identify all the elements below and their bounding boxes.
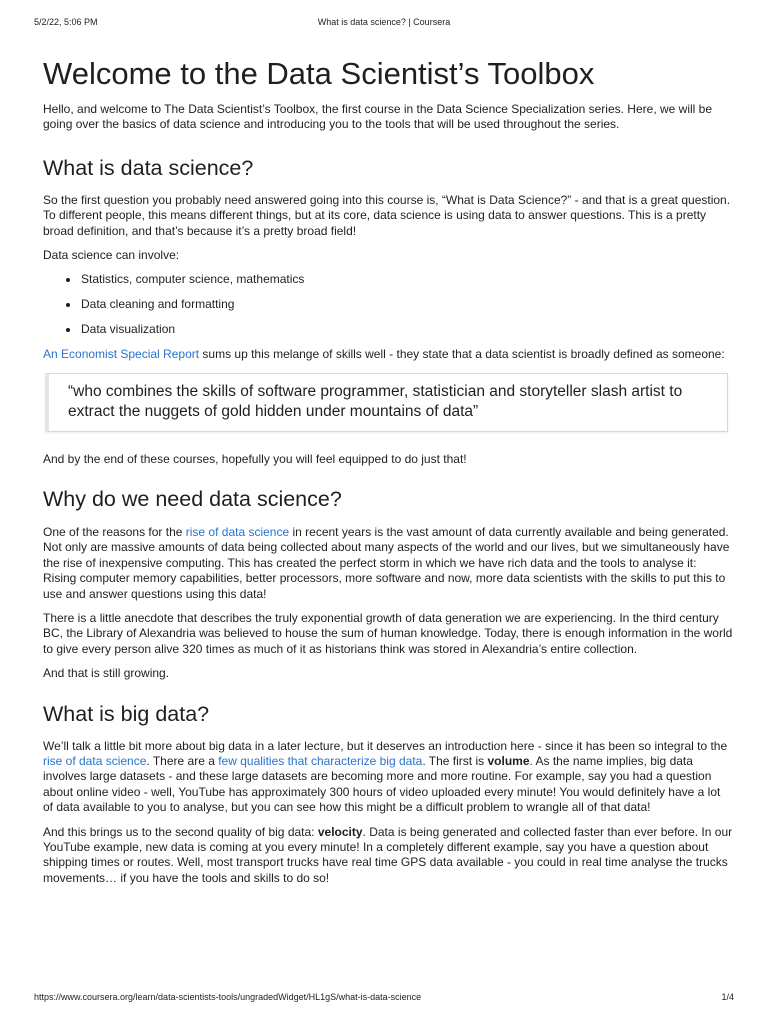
article-content: [43, 54, 733, 886]
paragraph: So the first question you probably need answered going into this course is, “What is Data Science?” - and that is a great question. To different people, this means different things, but at its core, data science is using data to answer questions. This is a pretty broad definition, and that’s because it’s a pretty broad field!: [43, 192, 731, 238]
big-data-qualities-link[interactable]: few qualities that characterize big data: [218, 754, 423, 769]
print-url: https://www.coursera.org/learn/data-scientists-tools/ungradedWidget/HL1gS/what-is-data-science: [34, 992, 422, 1002]
print-page-title: What is data science? | Coursera: [317, 17, 451, 27]
text-run: . The first is: [422, 754, 488, 769]
bold-term-velocity: velocity: [317, 824, 363, 839]
bold-term-volume: volume: [487, 754, 530, 769]
paragraph: Data science can involve:: [43, 248, 180, 263]
print-footer: [0, 992, 768, 1006]
rise-of-data-science-link[interactable]: rise of data science: [185, 524, 290, 539]
print-date: 5/2/22, 5:06 PM: [34, 17, 98, 27]
text-run: We’ll talk a little bit more about big data in a later lecture, but it deserves an introduction here - since it has been so integral to the: [43, 738, 728, 753]
heading-what-is-data-science: What is data science?: [43, 155, 254, 180]
list-item: Data visualization: [66, 322, 733, 337]
paragraph: There is a little anecdote that describes the truly exponential growth of data generation we are experiencing. In the third century BC, the Library of Alexandria was believed to house the sum of human knowledge. Today, there is enough information in the world to give every person alive 320 times as much of it as historians think was stored in Alexandria’s entire collection.: [43, 611, 733, 656]
text-run: And this brings us to the second quality of big data:: [43, 824, 318, 839]
paragraph: [43, 347, 733, 362]
print-header: [0, 17, 768, 31]
list-item: Data cleaning and formatting: [66, 297, 733, 312]
paragraph: [43, 739, 733, 816]
quote-block: “who combines the skills of software programmer, statistician and storyteller slash artist to extract the nuggets of gold hidden under mountains of data”: [45, 373, 728, 432]
text-run: in recent years is the vast amount of data currently available and being generated. Not only are massive amounts of data being collected about many aspects of the world and our lives, but we simultaneously have the rise of inexpensive computing. This has created the perfect storm in which we have rich data and the tools to analyse it: Rising computer memory capabilities, better processors, more software and now, more data scientists with the skills to put this to use and answer questions using this data!: [43, 524, 730, 601]
paragraph: [43, 825, 733, 887]
text-run: . As the name implies, big data involves large datasets - and these large datasets are becoming more and more routine. For example, say you had a question about online video - well, YouTube has approximately 300 hours of video uploaded every minute! You would definitely have a lot of data available to you to analyse, but you can see how this might be a difficult problem to wrangle all of that data!: [43, 754, 721, 815]
page-number: 1/4: [721, 992, 734, 1002]
list-item: Statistics, computer science, mathematics: [66, 272, 733, 287]
heading-why-data-science: Why do we need data science?: [43, 486, 342, 511]
heading-what-is-big-data: What is big data?: [43, 701, 210, 726]
page-title: Welcome to the Data Scientist’s Toolbox: [43, 56, 595, 91]
rise-of-data-science-link[interactable]: rise of data science: [43, 754, 147, 769]
paragraph: And that is still growing.: [43, 666, 170, 681]
economist-report-link[interactable]: An Economist Special Report: [43, 347, 200, 362]
text-run: One of the reasons for the: [43, 524, 186, 539]
paragraph: And by the end of these courses, hopefully you will feel equipped to do just that!: [43, 451, 467, 466]
intro-paragraph: Hello, and welcome to The Data Scientist’s Toolbox, the first course in the Data Science Specialization series. Here, we will be going over the basics of data science and introducing you to the tools that will be used throughout the series.: [43, 102, 712, 132]
text-run: sums up this melange of skills well - they state that a data scientist is broadly defined as someone:: [199, 347, 725, 362]
paragraph: [43, 525, 733, 602]
skills-list: [43, 272, 733, 337]
text-run: . There are a: [146, 754, 219, 769]
text-run: . Data is being generated and collected faster than ever before. In our YouTube example, new data is coming at you every minute! In a completely different example, say you have a question about shipping times or routes. Well, most transport trucks have real time GPS data available - you could in real time analyse the trucks movements… if you have the tools and skills to do so!: [43, 824, 733, 885]
